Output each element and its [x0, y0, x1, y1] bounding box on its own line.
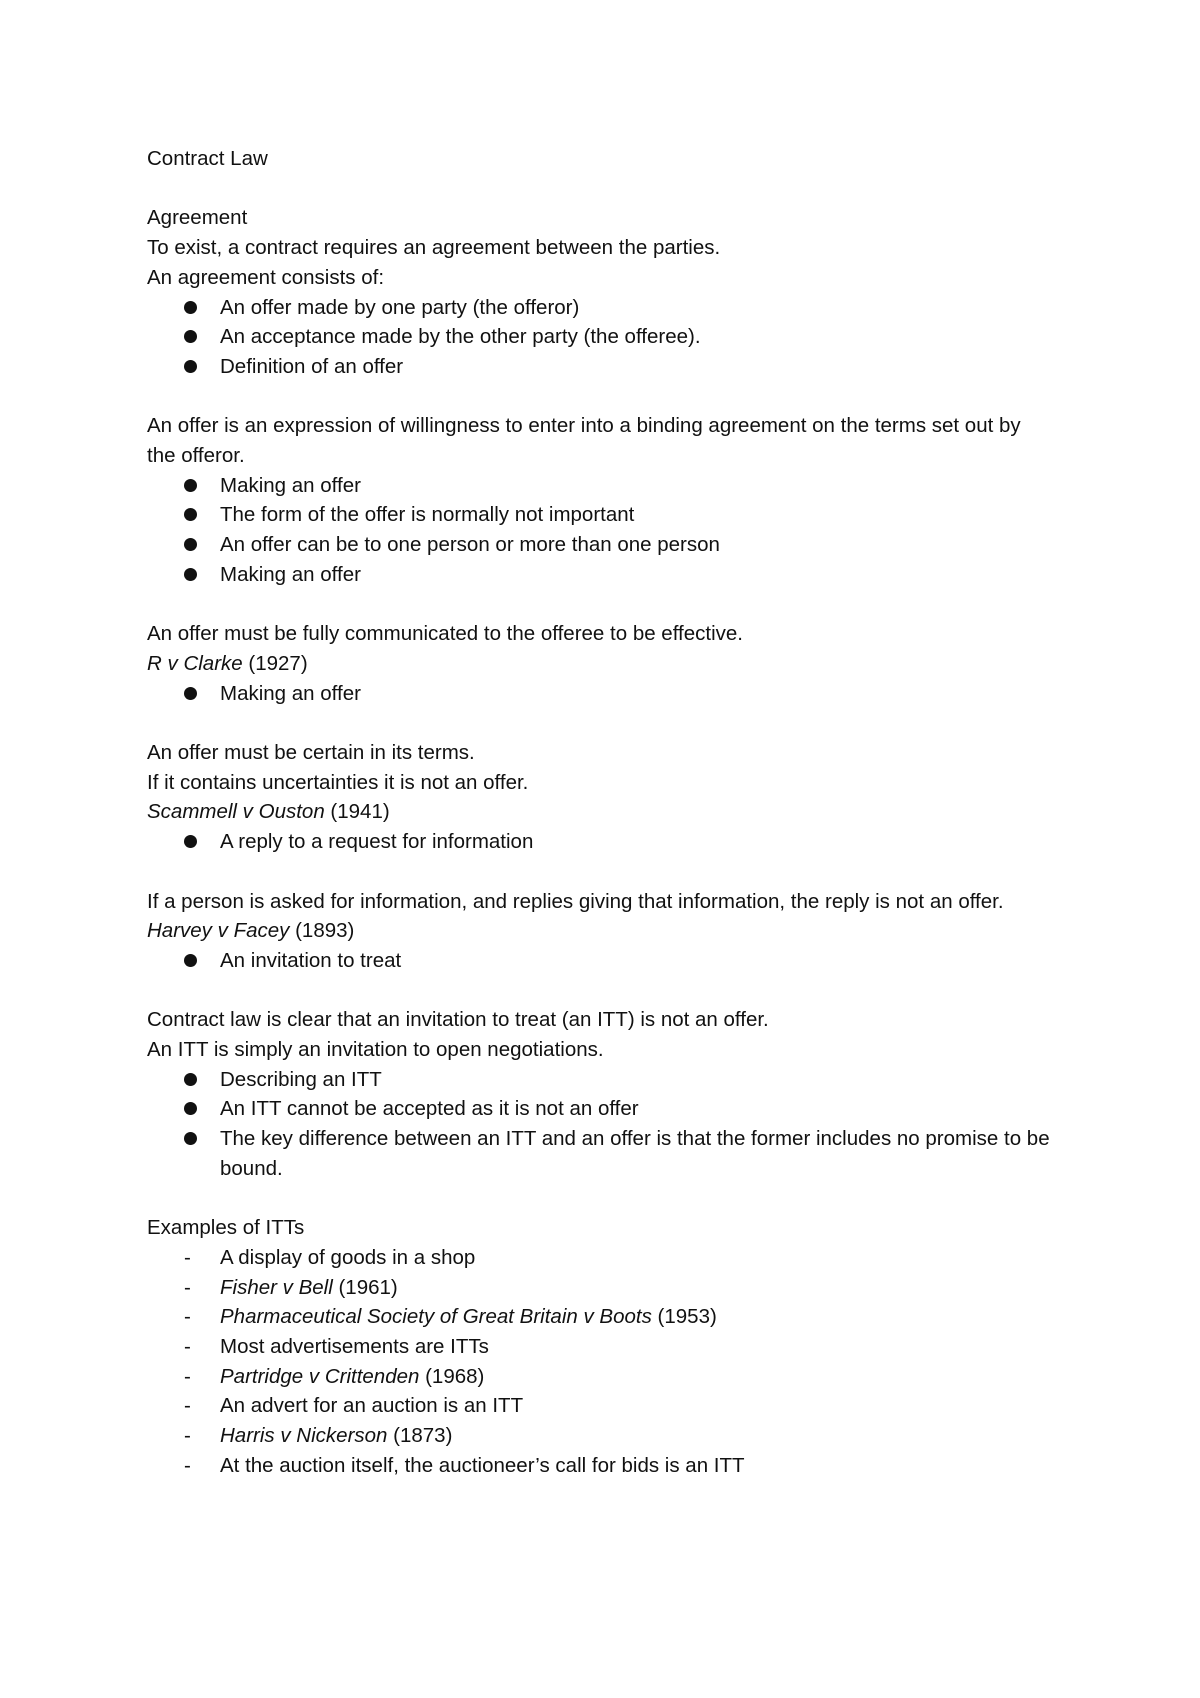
case-year: (1927) [242, 651, 308, 675]
certainty-paragraph: An offer must be certain in its terms. [147, 741, 475, 764]
agreement-heading: Agreement [147, 206, 248, 230]
examples-heading: Examples of ITTs [147, 1216, 305, 1240]
list-item: An ITT cannot be accepted as it is not an offer [147, 1094, 1050, 1124]
agreement-consists: An agreement consists of: [147, 265, 385, 289]
case-name: Pharmaceutical Society of Great Britain v Boots [220, 1305, 652, 1329]
itt-paragraph-2: An ITT is simply an invitation to open negotiations. [147, 1038, 604, 1061]
list-item: Describing an ITT [147, 1065, 1050, 1095]
list-item [147, 1332, 1050, 1362]
list-item: Making an offer [147, 560, 1050, 590]
agreement-list [147, 293, 1050, 382]
certainty-paragraph-2: If it contains uncertainties it is not an offer. [147, 770, 529, 794]
list-item: An invitation to treat [147, 946, 1050, 976]
list-item: Making an offer [147, 679, 1050, 709]
list-item: An offer made by one party (the offeror) [147, 293, 1050, 323]
case-name: R v Clarke [147, 651, 243, 675]
case-name: Harris v Nickerson [220, 1424, 388, 1448]
list-item [147, 1391, 1050, 1421]
list-item: An offer can be to one person or more than one person [147, 530, 1050, 560]
case-name: Fisher v Bell [220, 1275, 333, 1299]
list-item [147, 1243, 1050, 1273]
list-item [147, 1451, 1050, 1481]
item-text: An advert for an auction is an ITT [220, 1394, 524, 1418]
communication-list [147, 679, 1050, 709]
list-item: An acceptance made by the other party (the offeree). [147, 322, 1050, 352]
case-name: Scammell v Ouston [147, 800, 325, 824]
case-name: Harvey v Facey [147, 919, 290, 943]
item-text: At the auction itself, the auctioneer’s call for bids is an ITT [220, 1453, 745, 1477]
offer-definition: An offer is an expression of willingness to enter into a binding agreement on the terms set out by the offeror. [147, 414, 1021, 467]
itt-paragraph: Contract law is clear that an invitation to treat (an ITT) is not an offer. [147, 1008, 769, 1032]
list-item: A reply to a request for information [147, 827, 1050, 857]
item-text: (1968) [419, 1364, 485, 1388]
document-title: Contract Law [147, 147, 268, 170]
list-item: Making an offer [147, 471, 1050, 501]
case-citation [147, 649, 1050, 679]
item-text: (1953) [651, 1305, 717, 1329]
examples-list [147, 1243, 1050, 1481]
offer-list [147, 471, 1050, 590]
list-item: The form of the offer is normally not important [147, 500, 1050, 530]
item-text: A display of goods in a shop [220, 1245, 476, 1269]
itt-list [147, 1065, 1050, 1184]
list-item [147, 1302, 1050, 1332]
information-list [147, 946, 1050, 976]
list-item [147, 1273, 1050, 1303]
item-text: Most advertisements are ITTs [220, 1335, 489, 1359]
item-text: (1873) [387, 1424, 453, 1448]
item-text: (1961) [332, 1275, 398, 1299]
list-item [147, 1362, 1050, 1392]
case-year: (1893) [289, 919, 355, 943]
case-citation [147, 797, 1050, 827]
information-paragraph: If a person is asked for information, and replies giving that information, the reply is not an offer. [147, 889, 1004, 913]
agreement-intro: To exist, a contract requires an agreement between the parties. [147, 236, 721, 260]
case-citation [147, 916, 1050, 946]
list-item: The key difference between an ITT and an offer is that the former includes no promise to be bound. [147, 1124, 1050, 1183]
case-year: (1941) [324, 800, 390, 824]
communication-paragraph: An offer must be fully communicated to the offeree to be effective. [147, 622, 743, 646]
list-item: Definition of an offer [147, 352, 1050, 382]
case-name: Partridge v Crittenden [220, 1364, 420, 1388]
certainty-list [147, 827, 1050, 857]
list-item [147, 1421, 1050, 1451]
